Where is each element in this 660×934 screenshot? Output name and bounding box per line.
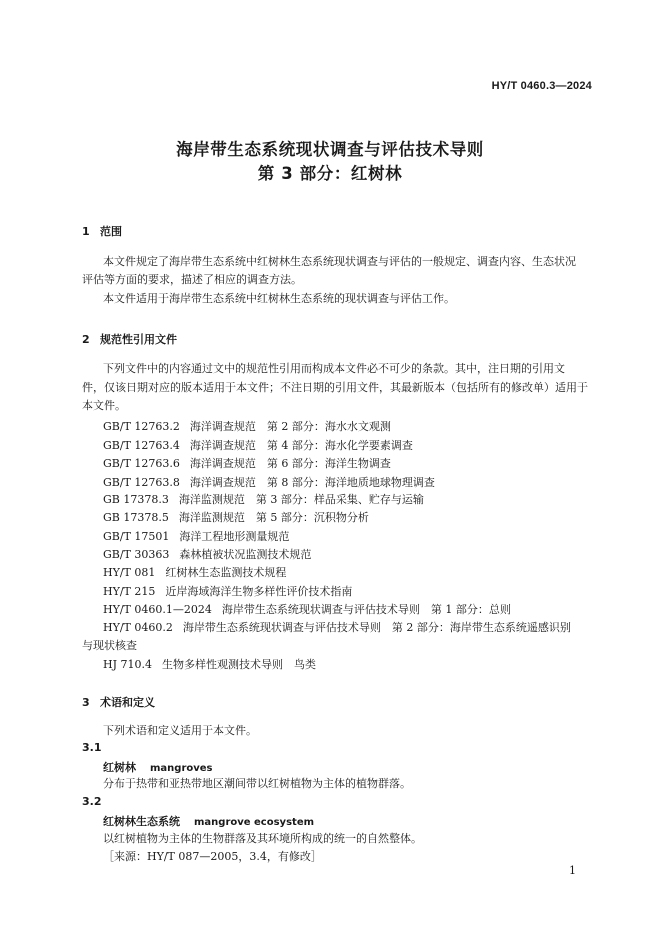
paragraph-line: 本文件。 xyxy=(82,399,126,412)
reference-title: 近岸海域海洋生物多样性评价技术指南 xyxy=(165,585,353,598)
reference-title: 海洋调查规范 第 6 部分：海洋生物调查 xyxy=(189,457,391,470)
paragraph-line: 件，仅该日期对应的版本适用于本文件；不注日期的引用文件，其最新版本（包括所有的修改单）适用于 xyxy=(82,381,588,394)
term-en: mangroves xyxy=(150,763,213,774)
reference-title: 生物多样性观测技术导则 鸟类 xyxy=(162,658,316,671)
reference-item xyxy=(103,601,511,617)
reference-code: GB/T 12763.8 xyxy=(103,476,180,489)
reference-title: 海洋调查规范 第 8 部分：海洋地质地球物理调查 xyxy=(189,476,435,489)
reference-code: GB/T 17501 xyxy=(103,530,170,543)
reference-code: HY/T 0460.2 xyxy=(103,621,173,634)
paragraph-line: 下列术语和定义适用于本文件。 xyxy=(103,724,257,737)
reference-title: 红树林生态监测技术规程 xyxy=(165,566,287,579)
reference-code: GB/T 12763.6 xyxy=(103,457,180,470)
term-definition: 分布于热带和亚热带地区潮间带以红树植物为主体的植物群落。 xyxy=(103,777,411,790)
term-en: mangrove ecosystem xyxy=(194,817,315,828)
document-title: 海岸带生态系统现状调查与评估技术导则 xyxy=(176,140,484,159)
reference-item xyxy=(103,583,352,599)
reference-title-continuation: 与现状核查 xyxy=(82,639,137,652)
reference-item xyxy=(103,656,316,672)
reference-code: HY/T 0460.1—2024 xyxy=(103,603,212,616)
paragraph-line: 下列文件中的内容通过文中的规范性引用而构成本文件必不可少的条款。其中，注日期的引用文 xyxy=(103,362,565,375)
paragraph-line: 本文件适用于海岸带生态系统中红树林生态系统的现状调查与评估工作。 xyxy=(103,292,455,305)
reference-title: 海洋调查规范 第 4 部分：海水化学要素调查 xyxy=(189,439,413,452)
section-number: 2 xyxy=(82,333,90,346)
term-source: ［来源：HY/T 087—2005，3.4，有修改］ xyxy=(103,850,322,863)
document-subtitle: 第 3 部分：红树林 xyxy=(257,164,403,183)
term-entry xyxy=(103,759,213,775)
reference-item xyxy=(103,474,435,490)
reference-item xyxy=(103,418,391,434)
reference-item xyxy=(103,491,424,507)
reference-item xyxy=(103,509,369,525)
section-number: 1 xyxy=(82,225,90,238)
term-definition: 以红树植物为主体的生物群落及其环境所构成的统一的自然整体。 xyxy=(103,832,422,845)
reference-item xyxy=(103,564,286,580)
standard-code: HY/T 0460.3—2024 xyxy=(491,80,592,92)
section-title: 范围 xyxy=(100,225,122,238)
section-number: 3 xyxy=(82,696,90,709)
reference-title: 海洋监测规范 第 5 部分：沉积物分析 xyxy=(178,511,369,524)
section-title: 术语和定义 xyxy=(100,696,155,709)
reference-code: HY/T 081 xyxy=(103,566,156,579)
reference-code: GB 17378.5 xyxy=(103,511,169,524)
reference-item xyxy=(103,619,571,635)
reference-item xyxy=(103,437,413,453)
reference-item xyxy=(103,546,311,562)
term-entry xyxy=(103,813,314,829)
paragraph-line: 本文件规定了海岸带生态系统中红树林生态系统现状调查与评估的一般规定、调查内容、生态状况 xyxy=(103,255,576,268)
section-2-heading xyxy=(82,331,177,347)
reference-title: 海洋工程地形测量规范 xyxy=(179,530,290,543)
reference-code: GB/T 30363 xyxy=(103,548,170,561)
term-number: 3.1 xyxy=(82,741,102,754)
section-3-heading xyxy=(82,694,155,710)
reference-title: 海岸带生态系统现状调查与评估技术导则 第 2 部分：海岸带生态系统遥感识别 xyxy=(182,621,571,634)
reference-code: GB/T 12763.4 xyxy=(103,439,180,452)
reference-code: HY/T 215 xyxy=(103,585,156,598)
term-zh: 红树林 xyxy=(103,761,136,774)
reference-item xyxy=(103,455,391,471)
term-number: 3.2 xyxy=(82,795,102,808)
reference-code: GB/T 12763.2 xyxy=(103,420,180,433)
reference-title: 海洋调查规范 第 2 部分：海水水文观测 xyxy=(189,420,391,433)
reference-item xyxy=(103,528,289,544)
page-number: 1 xyxy=(569,864,576,877)
reference-title: 海岸带生态系统现状调查与评估技术导则 第 1 部分：总则 xyxy=(221,603,511,616)
section-title: 规范性引用文件 xyxy=(100,333,177,346)
reference-title: 海洋监测规范 第 3 部分：样品采集、贮存与运输 xyxy=(178,493,424,506)
reference-code: GB 17378.3 xyxy=(103,493,169,506)
term-zh: 红树林生态系统 xyxy=(103,815,180,828)
section-1-heading xyxy=(82,223,122,239)
reference-code: HJ 710.4 xyxy=(103,658,152,671)
paragraph-line: 评估等方面的要求，描述了相应的调查方法。 xyxy=(82,273,302,286)
reference-title: 森林植被状况监测技术规范 xyxy=(179,548,312,561)
